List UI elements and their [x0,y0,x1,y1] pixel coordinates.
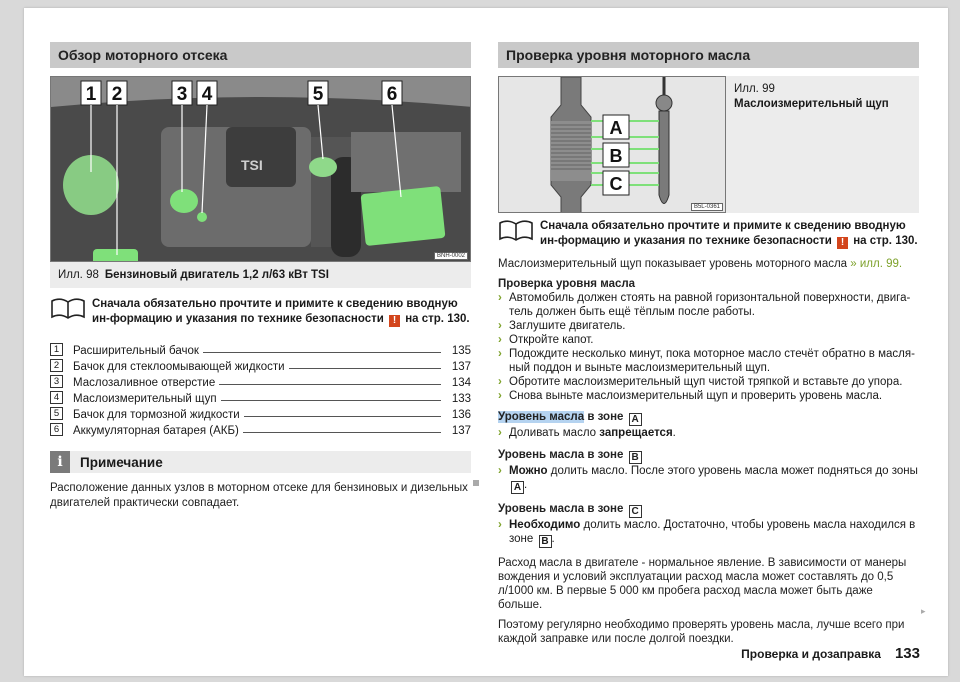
list-item: › Заглушите двигатель. [498,320,626,332]
safety-page-ref[interactable]: на стр. 130. [405,313,470,325]
svg-text:TSI: TSI [241,157,263,173]
list-item[interactable]: 6 Аккумуляторная батарея (АКБ) 137 [50,421,471,437]
zone-label-b: B [609,146,623,166]
brake-fluid-highlight [309,157,337,177]
list-item[interactable]: 1 Расширительный бачок 135 [50,341,471,357]
zone-a-title: Уровень масла в зоне A [498,410,919,426]
caption-title: Бензиновый двигатель 1,2 л/63 кВт TSI [104,269,329,281]
zone-label-c: C [609,174,623,194]
engine-bay-drawing [51,77,471,262]
list-item: › Обротите маслоизмерительный щуп чистой тряпкой и вставьте до упора. [498,376,903,388]
info-icon: i [50,451,70,473]
warning-icon: ! [389,315,400,327]
section-title-engine-bay: Обзор моторного отсека [50,42,471,68]
list-item: › Автомобиль должен стоять на равной горизонтальной поверхности, двига-тель должен быть ещё тёплым после работы. [498,292,911,318]
right-column [498,42,919,646]
intro-paragraph: Маслоизмерительный щуп показывает уровень моторного масла » илл. 99. [498,258,903,270]
safety-reference [498,219,919,249]
list-item[interactable]: 3 Маслозаливное отверстие 134 [50,373,471,389]
warning-icon: ! [837,237,848,249]
check-title: Проверка уровня масла [498,278,636,290]
zone-c-instruction: › Необходимо долить масло. Достаточно, чтобы уровень масла находился в зоне B . [498,519,916,547]
figure-code: B5L-0361 [691,203,723,211]
section-title-oil-check: Проверка уровня моторного масла [498,42,919,68]
manual-page [24,8,948,676]
callout-6: 6 [386,84,398,105]
page-footer [741,645,920,662]
figure-link[interactable]: » илл. 99. [850,258,903,270]
next-page-arrow-icon: ▸ [921,606,926,616]
zone-a-instruction: › Доливать масло запрещается. [498,427,676,439]
zone-b-title: Уровень масла в зоне B [498,448,919,464]
caption-number: Илл. 98 [58,269,99,281]
figure-caption [50,262,471,288]
battery-highlight [361,186,446,246]
safety-page-ref[interactable]: на стр. 130. [853,235,918,247]
left-column [50,42,471,511]
caption-number: Илл. 99 [734,83,775,95]
page-number: 133 [894,645,920,662]
list-item[interactable]: 2 Бачок для стеклоомывающей жидкости 137 [50,357,471,373]
list-item: › Подождите несколько минут, пока моторное масло стечёт обратно в масля-ный поддон и выньте маслоизмерительный щуп. [498,348,915,374]
safety-reference [50,297,471,327]
component-list [50,341,471,437]
note-header [50,451,471,473]
washer-tank-highlight [93,249,138,262]
footer-section: Проверка и дозаправка [741,647,881,661]
selected-text[interactable]: Уровень масла [498,411,585,423]
dipstick-figure-row [498,68,919,213]
callout-2: 2 [111,84,123,105]
regular-check-paragraph: Поэтому регулярно необходимо проверять уровень масла, лучше всего при каждой заправке или после долгой поездки. [498,619,905,645]
dipstick-drawing [499,77,726,213]
caption-title: Маслоизмерительный щуп [734,98,889,110]
figure-code: BNH-0002 [434,252,468,260]
safety-text: Сначала обязательно прочтите и примите к сведению вводную ин-формацию и указания по технике безопасности [92,298,458,325]
callout-1: 1 [85,84,97,105]
note-text: Расположение данных узлов в моторном отсеке для бензиновых и дизельных двигателей практически совпадает. [50,482,468,509]
list-item: › Откройте капот. [498,334,594,346]
open-book-icon [498,219,534,241]
callout-4: 4 [201,84,213,105]
list-item[interactable]: 5 Бачок для тормозной жидкости 136 [50,405,471,421]
open-book-icon [50,297,86,319]
list-item: › Снова выньте маслоизмерительный щуп и проверить уровень масла. [498,390,883,402]
zone-b-instruction: › Можно долить масло. После этого уровень масла может подняться до зоны A . [498,465,918,493]
dipstick-illustration [498,76,726,213]
callout-3: 3 [176,84,188,105]
callout-5: 5 [312,84,324,105]
note-title: Примечание [80,454,163,470]
figure-99-caption [726,76,919,213]
safety-text: Сначала обязательно прочтите и примите к сведению вводную ин-формацию и указания по технике безопасности [540,220,906,247]
check-steps [498,291,919,403]
list-item[interactable]: 4 Маслоизмерительный щуп 133 [50,389,471,405]
zone-label-a: A [609,118,623,138]
engine-bay-illustration [50,76,471,262]
zone-c-title: Уровень масла в зоне C [498,502,919,518]
oil-consumption-paragraph: Расход масла в двигателе - нормальное явление. В зависимости от манеры вождения и условий эксплуатации расход масла может составлять до 0,5 л/1000 км. В первые 5 000 км пробега расход масла может быть даже больше. [498,557,907,611]
column-marker [473,480,479,486]
dipstick-highlight [197,212,207,222]
oil-filler-highlight [170,189,198,213]
